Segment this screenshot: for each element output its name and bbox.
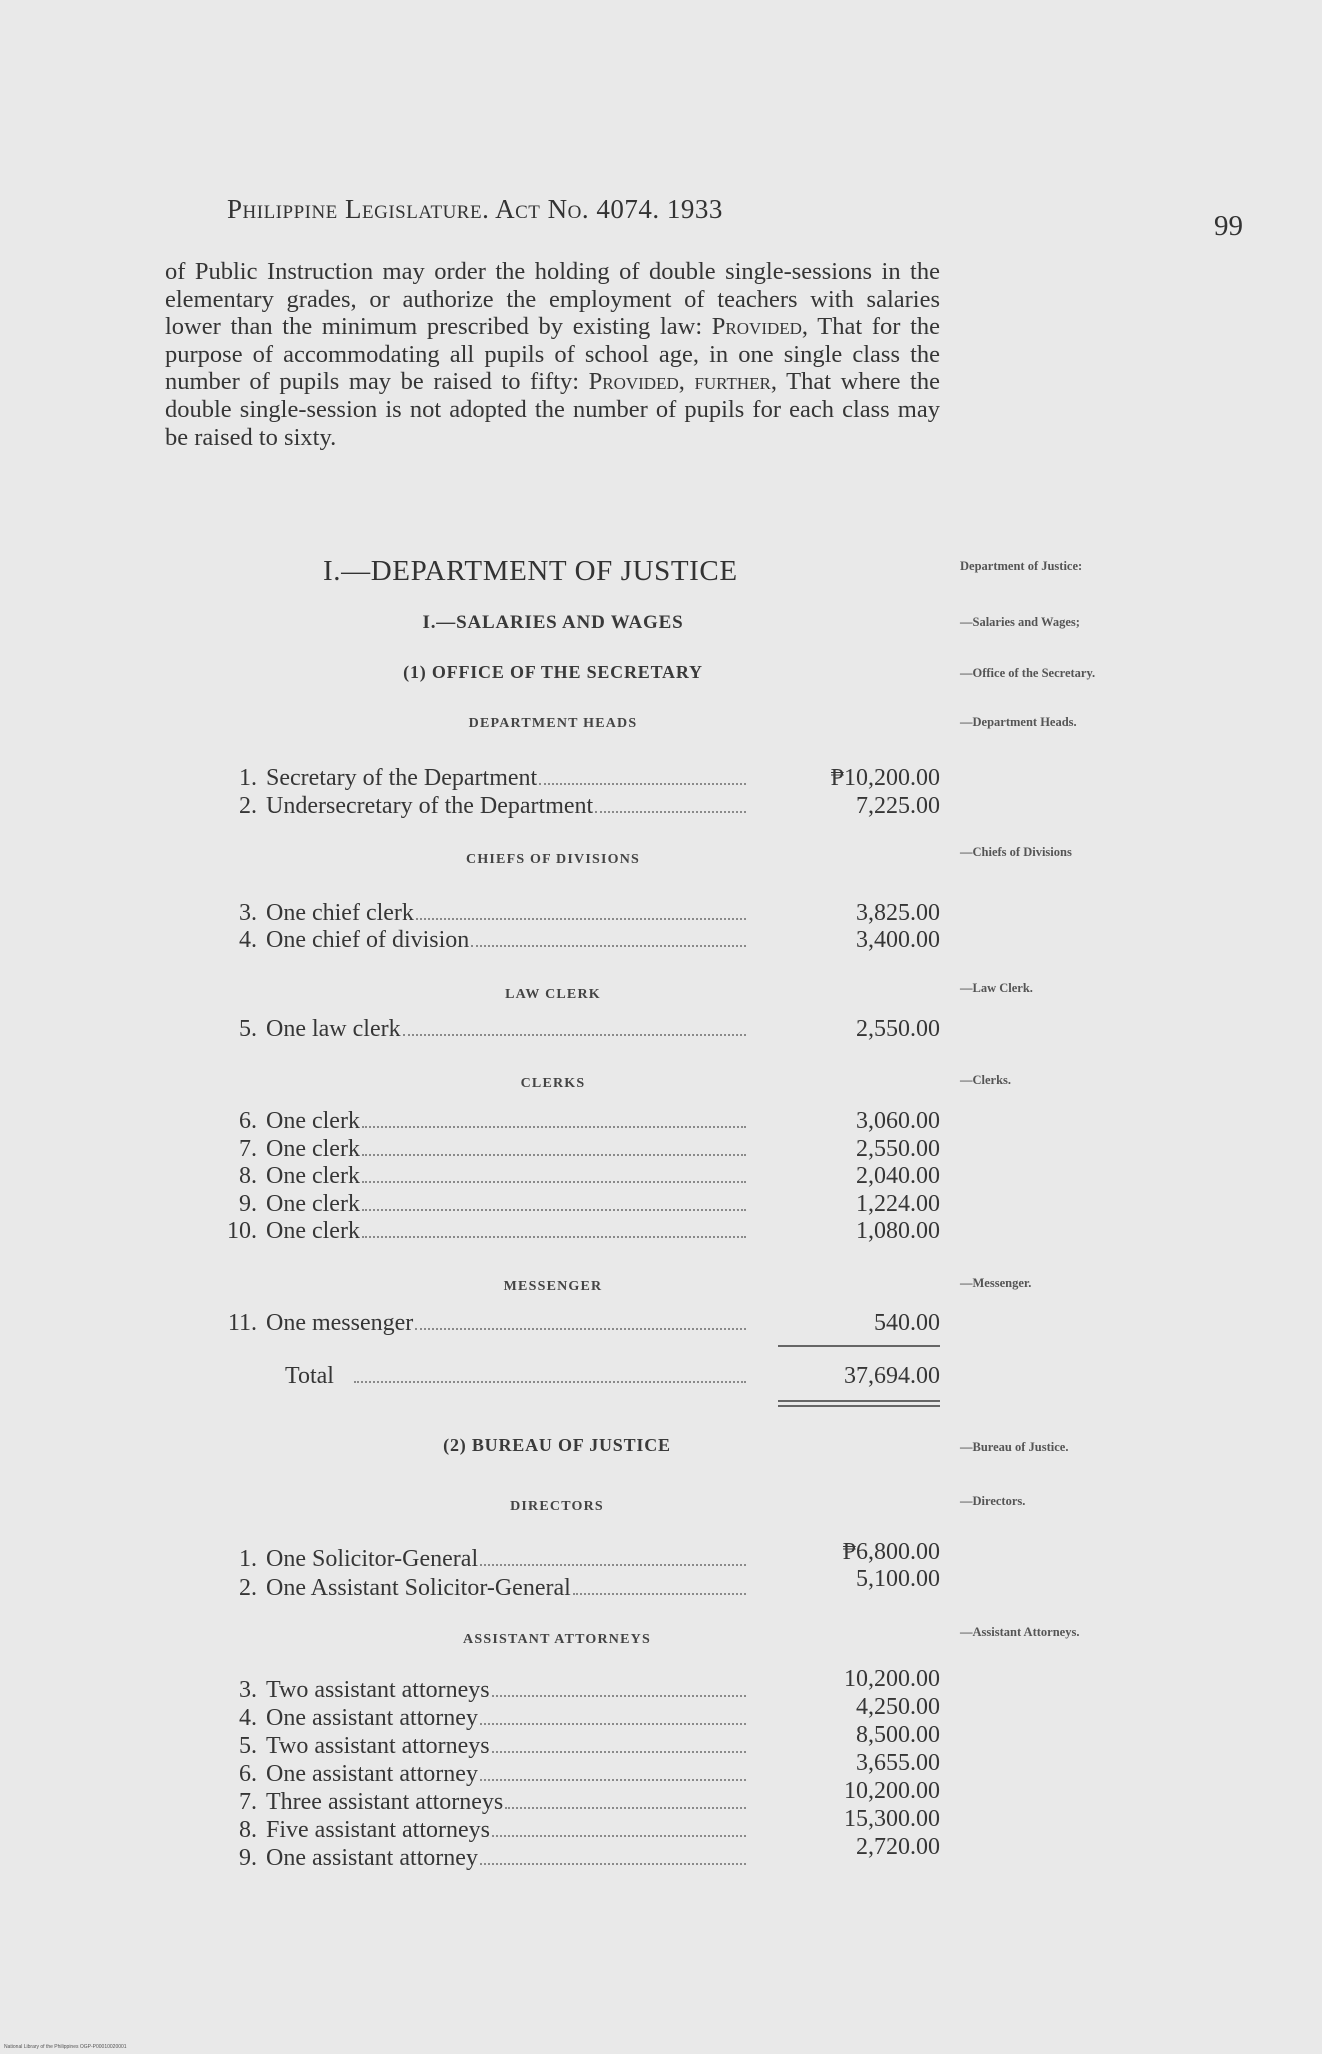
margin-note-chiefs: —Chiefs of Divisions: [960, 845, 1072, 859]
group-title-chiefs-of-divisions: CHIEFS OF DIVISIONS: [466, 852, 640, 867]
amount: 7,225.00: [856, 793, 940, 819]
list-item: 1. Secretary of the Department: [205, 764, 750, 792]
sum-rule: [778, 1345, 940, 1347]
group-title-messenger: MESSENGER: [503, 1279, 603, 1294]
amount: 2,720.00: [856, 1834, 940, 1860]
list-item: 7. One clerk: [205, 1135, 750, 1163]
amount: 10,200.00: [844, 1666, 940, 1692]
amount: 8,500.00: [856, 1722, 940, 1748]
amount: 2,550.00: [856, 1136, 940, 1162]
provided-further-keyword: Provided, further: [588, 368, 771, 396]
amount: ₱10,200.00: [830, 765, 940, 791]
provided-keyword: Provided: [711, 313, 802, 341]
list-item: 5. Two assistant attorneys: [205, 1732, 750, 1760]
list-item: 9. One assistant attorney: [205, 1844, 750, 1872]
list-item: 9. One clerk: [205, 1190, 750, 1218]
list-item: 6. One clerk: [205, 1107, 750, 1135]
amount: 4,250.00: [856, 1694, 940, 1720]
list-item: 8. One clerk: [205, 1162, 750, 1190]
list-item: 2. One Assistant Solicitor-General: [205, 1574, 750, 1602]
margin-note-law-clerk: —Law Clerk.: [960, 981, 1033, 995]
salaries-title: I.—SALARIES AND WAGES: [422, 612, 684, 633]
department-title: I.—DEPARTMENT OF JUSTICE: [323, 555, 738, 587]
amount: 3,825.00: [856, 900, 940, 926]
amount: 3,655.00: [856, 1750, 940, 1776]
intro-text-2: , That for the purpose of accommodating all pupils of school age, in one single class the number of pupils may be raised to fifty:: [165, 313, 940, 396]
margin-note-department-heads: —Department Heads.: [960, 715, 1077, 729]
double-rule-top: [778, 1400, 940, 1402]
margin-note-office: —Office of the Secretary.: [960, 666, 1096, 680]
margin-note-directors: —Directors.: [960, 1494, 1026, 1508]
intro-text-1: of Public Instruction may order the holding of double single-sessions in the elementary grades, or authorize the employment of teachers with salaries lower than the minimum prescribed by existing law:: [165, 258, 940, 341]
total-amount: 37,694.00: [844, 1363, 940, 1389]
list-item: 3. One chief clerk: [205, 899, 750, 927]
scan-caption: National Library of the Philippines OGP-P00010020001: [4, 2044, 127, 2050]
amount: 540.00: [874, 1310, 940, 1336]
list-item: 8. Five assistant attorneys: [205, 1816, 750, 1844]
list-item: 2. Undersecretary of the Department: [205, 792, 750, 820]
amount: 10,200.00: [844, 1778, 940, 1804]
amount: 15,300.00: [844, 1806, 940, 1832]
total-label: Total: [285, 1363, 334, 1389]
group-title-clerks: CLERKS: [520, 1076, 586, 1091]
amount: ₱6,800.00: [842, 1539, 940, 1565]
amount: 2,550.00: [856, 1016, 940, 1042]
margin-note-clerks: —Clerks.: [960, 1073, 1012, 1087]
office-title: (1) OFFICE OF THE SECRETARY: [403, 662, 703, 682]
page-number: 99: [1214, 210, 1243, 242]
double-rule-bottom: [778, 1405, 940, 1407]
list-item: 11. One messenger: [205, 1309, 750, 1337]
group-title-assistant-attorneys: ASSISTANT ATTORNEYS: [463, 1632, 651, 1647]
intro-text-3: , That where the double single-session is not adopted the number of pupils for each class may be raised to sixty.: [165, 368, 940, 451]
amount: 3,060.00: [856, 1108, 940, 1134]
list-item: 6. One assistant attorney: [205, 1760, 750, 1788]
list-item: 10. One clerk: [205, 1217, 750, 1245]
amount: 5,100.00: [856, 1566, 940, 1592]
group-title-law-clerk: LAW CLERK: [505, 987, 601, 1002]
list-item: 4. One assistant attorney: [205, 1704, 750, 1732]
list-item: 5. One law clerk: [205, 1015, 750, 1043]
bureau-title: (2) BUREAU OF JUSTICE: [443, 1435, 671, 1455]
amount: 3,400.00: [856, 927, 940, 953]
list-item: 7. Three assistant attorneys: [205, 1788, 750, 1816]
total-row: [285, 1362, 750, 1390]
margin-note-salaries: —Salaries and Wages;: [960, 615, 1080, 629]
list-item: 1. One Solicitor-General: [205, 1545, 750, 1573]
list-item: 3. Two assistant attorneys: [205, 1676, 750, 1704]
group-title-directors: DIRECTORS: [510, 1499, 604, 1514]
amount: 2,040.00: [856, 1163, 940, 1189]
margin-note-assistant-attorneys: —Assistant Attorneys.: [960, 1625, 1080, 1639]
margin-note-department: Department of Justice:: [960, 559, 1083, 573]
margin-note-bureau: —Bureau of Justice.: [960, 1440, 1069, 1454]
amount: 1,080.00: [856, 1218, 940, 1244]
intro-paragraph: [165, 258, 940, 451]
amount: 1,224.00: [856, 1191, 940, 1217]
running-header: Philippine Legislature. Act No. 4074. 1933: [227, 194, 723, 224]
list-item: 4. One chief of division: [205, 926, 750, 954]
margin-note-messenger: —Messenger.: [960, 1276, 1032, 1290]
group-title-department-heads: DEPARTMENT HEADS: [468, 716, 638, 731]
